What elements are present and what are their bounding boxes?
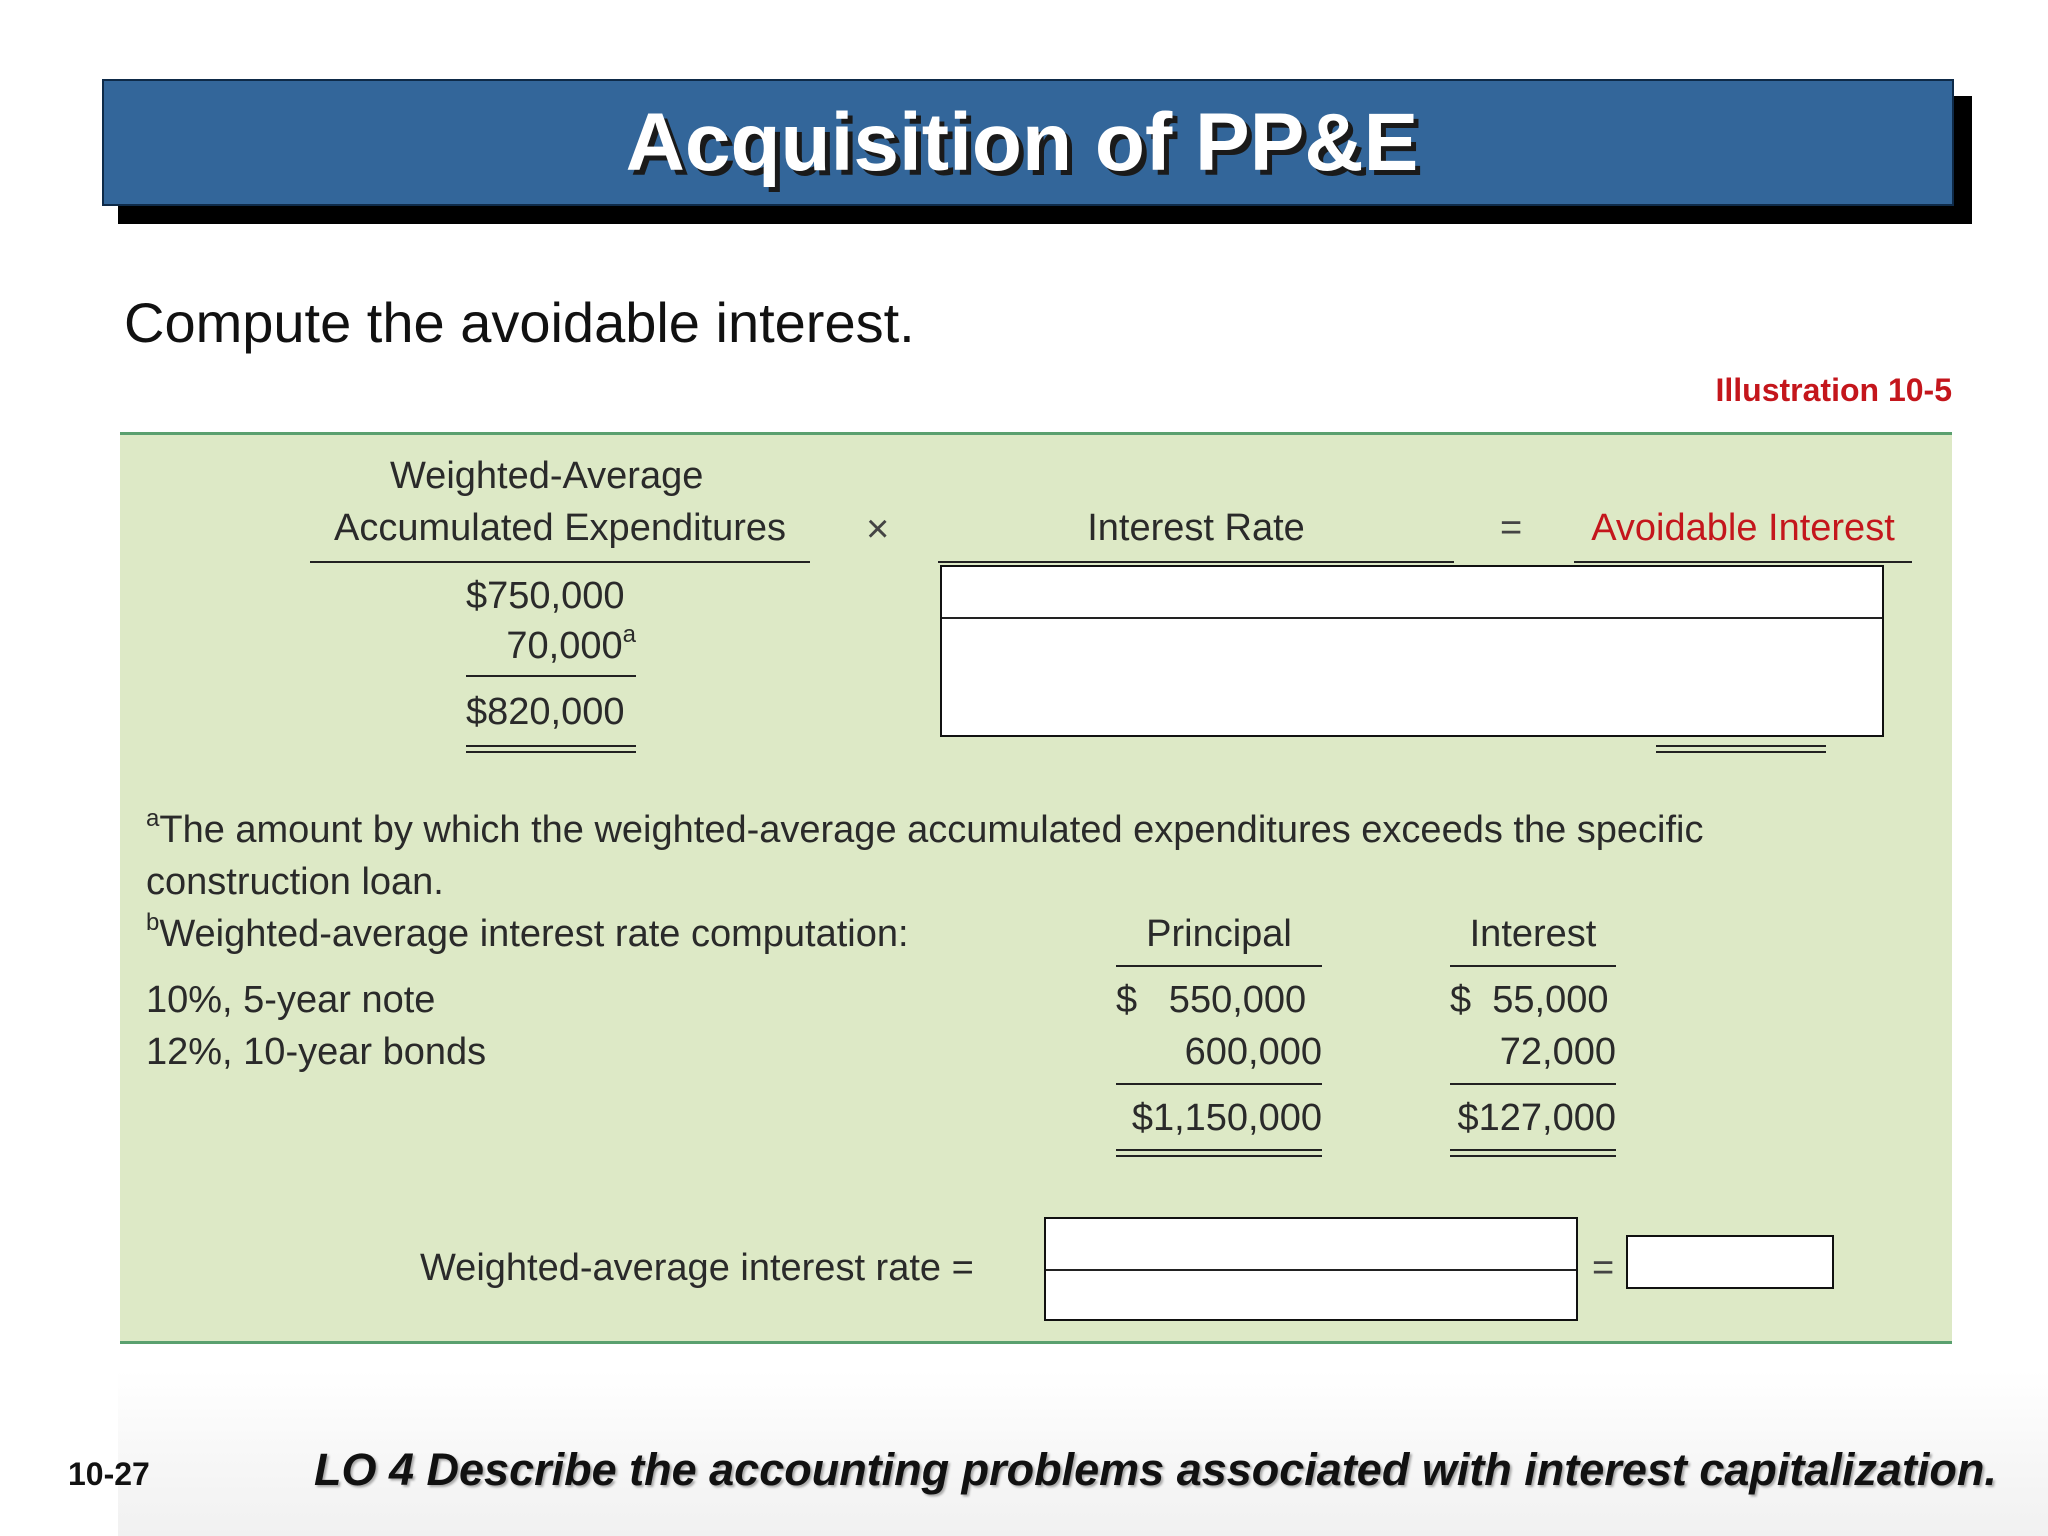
total-interest-double-underline bbox=[1450, 1149, 1616, 1157]
loan-label: 10%, 5-year note bbox=[146, 979, 436, 1021]
answer-box bbox=[940, 565, 1884, 737]
total-interest: $127,000 bbox=[1457, 1097, 1616, 1139]
col-expenditures-header-line2: Accumulated Expenditures bbox=[333, 507, 787, 549]
loan-label: 12%, 10-year bonds bbox=[146, 1031, 487, 1073]
slide-subtitle: Compute the avoidable interest. bbox=[124, 291, 915, 354]
title-bar bbox=[102, 79, 1954, 206]
rate-equals-symbol: = bbox=[1592, 1247, 1615, 1289]
expenditure-total: $820,000 bbox=[466, 691, 625, 733]
answer-box-divider bbox=[942, 617, 1882, 619]
footnote-a-continued: construction loan. bbox=[146, 861, 444, 903]
col-principal-header: Principal bbox=[1146, 913, 1292, 955]
col-interest-header: Interest bbox=[1469, 913, 1597, 955]
learning-objective: LO 4 Describe the accounting problems associated with interest capitalization. bbox=[314, 1444, 1997, 1495]
equals-symbol: = bbox=[1500, 507, 1523, 549]
col-expenditures-header-line1: Weighted-Average bbox=[390, 455, 704, 497]
footnote-b: $^b$Weighted-average interest rate computation: bbox=[146, 909, 909, 955]
col-avoidable-interest-underline bbox=[1574, 561, 1912, 563]
expenditure-subtotal-line bbox=[466, 675, 636, 677]
col-interest-rate-header: Interest Rate bbox=[1087, 507, 1305, 549]
slide-title: Acquisition of PP&E bbox=[625, 96, 1419, 188]
loan-principal: $ 550,000 bbox=[1116, 979, 1307, 1021]
principal-subtotal-line bbox=[1116, 1083, 1322, 1085]
col-interest-underline bbox=[1450, 965, 1616, 967]
rate-fraction-divider bbox=[1046, 1269, 1576, 1271]
col-principal-underline bbox=[1116, 965, 1322, 967]
total-principal: $1,150,000 bbox=[1131, 1097, 1322, 1139]
total-principal-double-underline bbox=[1116, 1149, 1322, 1157]
weighted-rate-label: Weighted-average interest rate = bbox=[420, 1247, 974, 1289]
rate-fraction-box bbox=[1044, 1217, 1578, 1321]
page-number: 10-27 bbox=[68, 1456, 150, 1492]
col-interest-rate-underline bbox=[938, 561, 1454, 563]
illustration-panel bbox=[120, 432, 1952, 1344]
expenditure-value: 70,000$^a$ bbox=[506, 621, 636, 667]
avoidable-interest-total-underline bbox=[1656, 745, 1826, 753]
loan-interest: 72,000 bbox=[1499, 1031, 1616, 1073]
illustration-label: Illustration 10-5 bbox=[1715, 372, 1952, 408]
times-symbol: × bbox=[866, 507, 890, 551]
loan-interest: $ 55,000 bbox=[1450, 979, 1609, 1021]
footnote-a: $^a$The amount by which the weighted-average accumulated expenditures exceeds the specific bbox=[146, 805, 1704, 851]
expenditure-total-double-underline bbox=[466, 745, 636, 753]
loan-principal: 600,000 bbox=[1184, 1031, 1322, 1073]
expenditure-value: $750,000 bbox=[466, 575, 625, 617]
col-avoidable-interest-header: Avoidable Interest bbox=[1591, 507, 1895, 549]
interest-subtotal-line bbox=[1450, 1083, 1616, 1085]
col-expenditures-underline bbox=[310, 561, 810, 563]
rate-result-box bbox=[1626, 1235, 1834, 1289]
